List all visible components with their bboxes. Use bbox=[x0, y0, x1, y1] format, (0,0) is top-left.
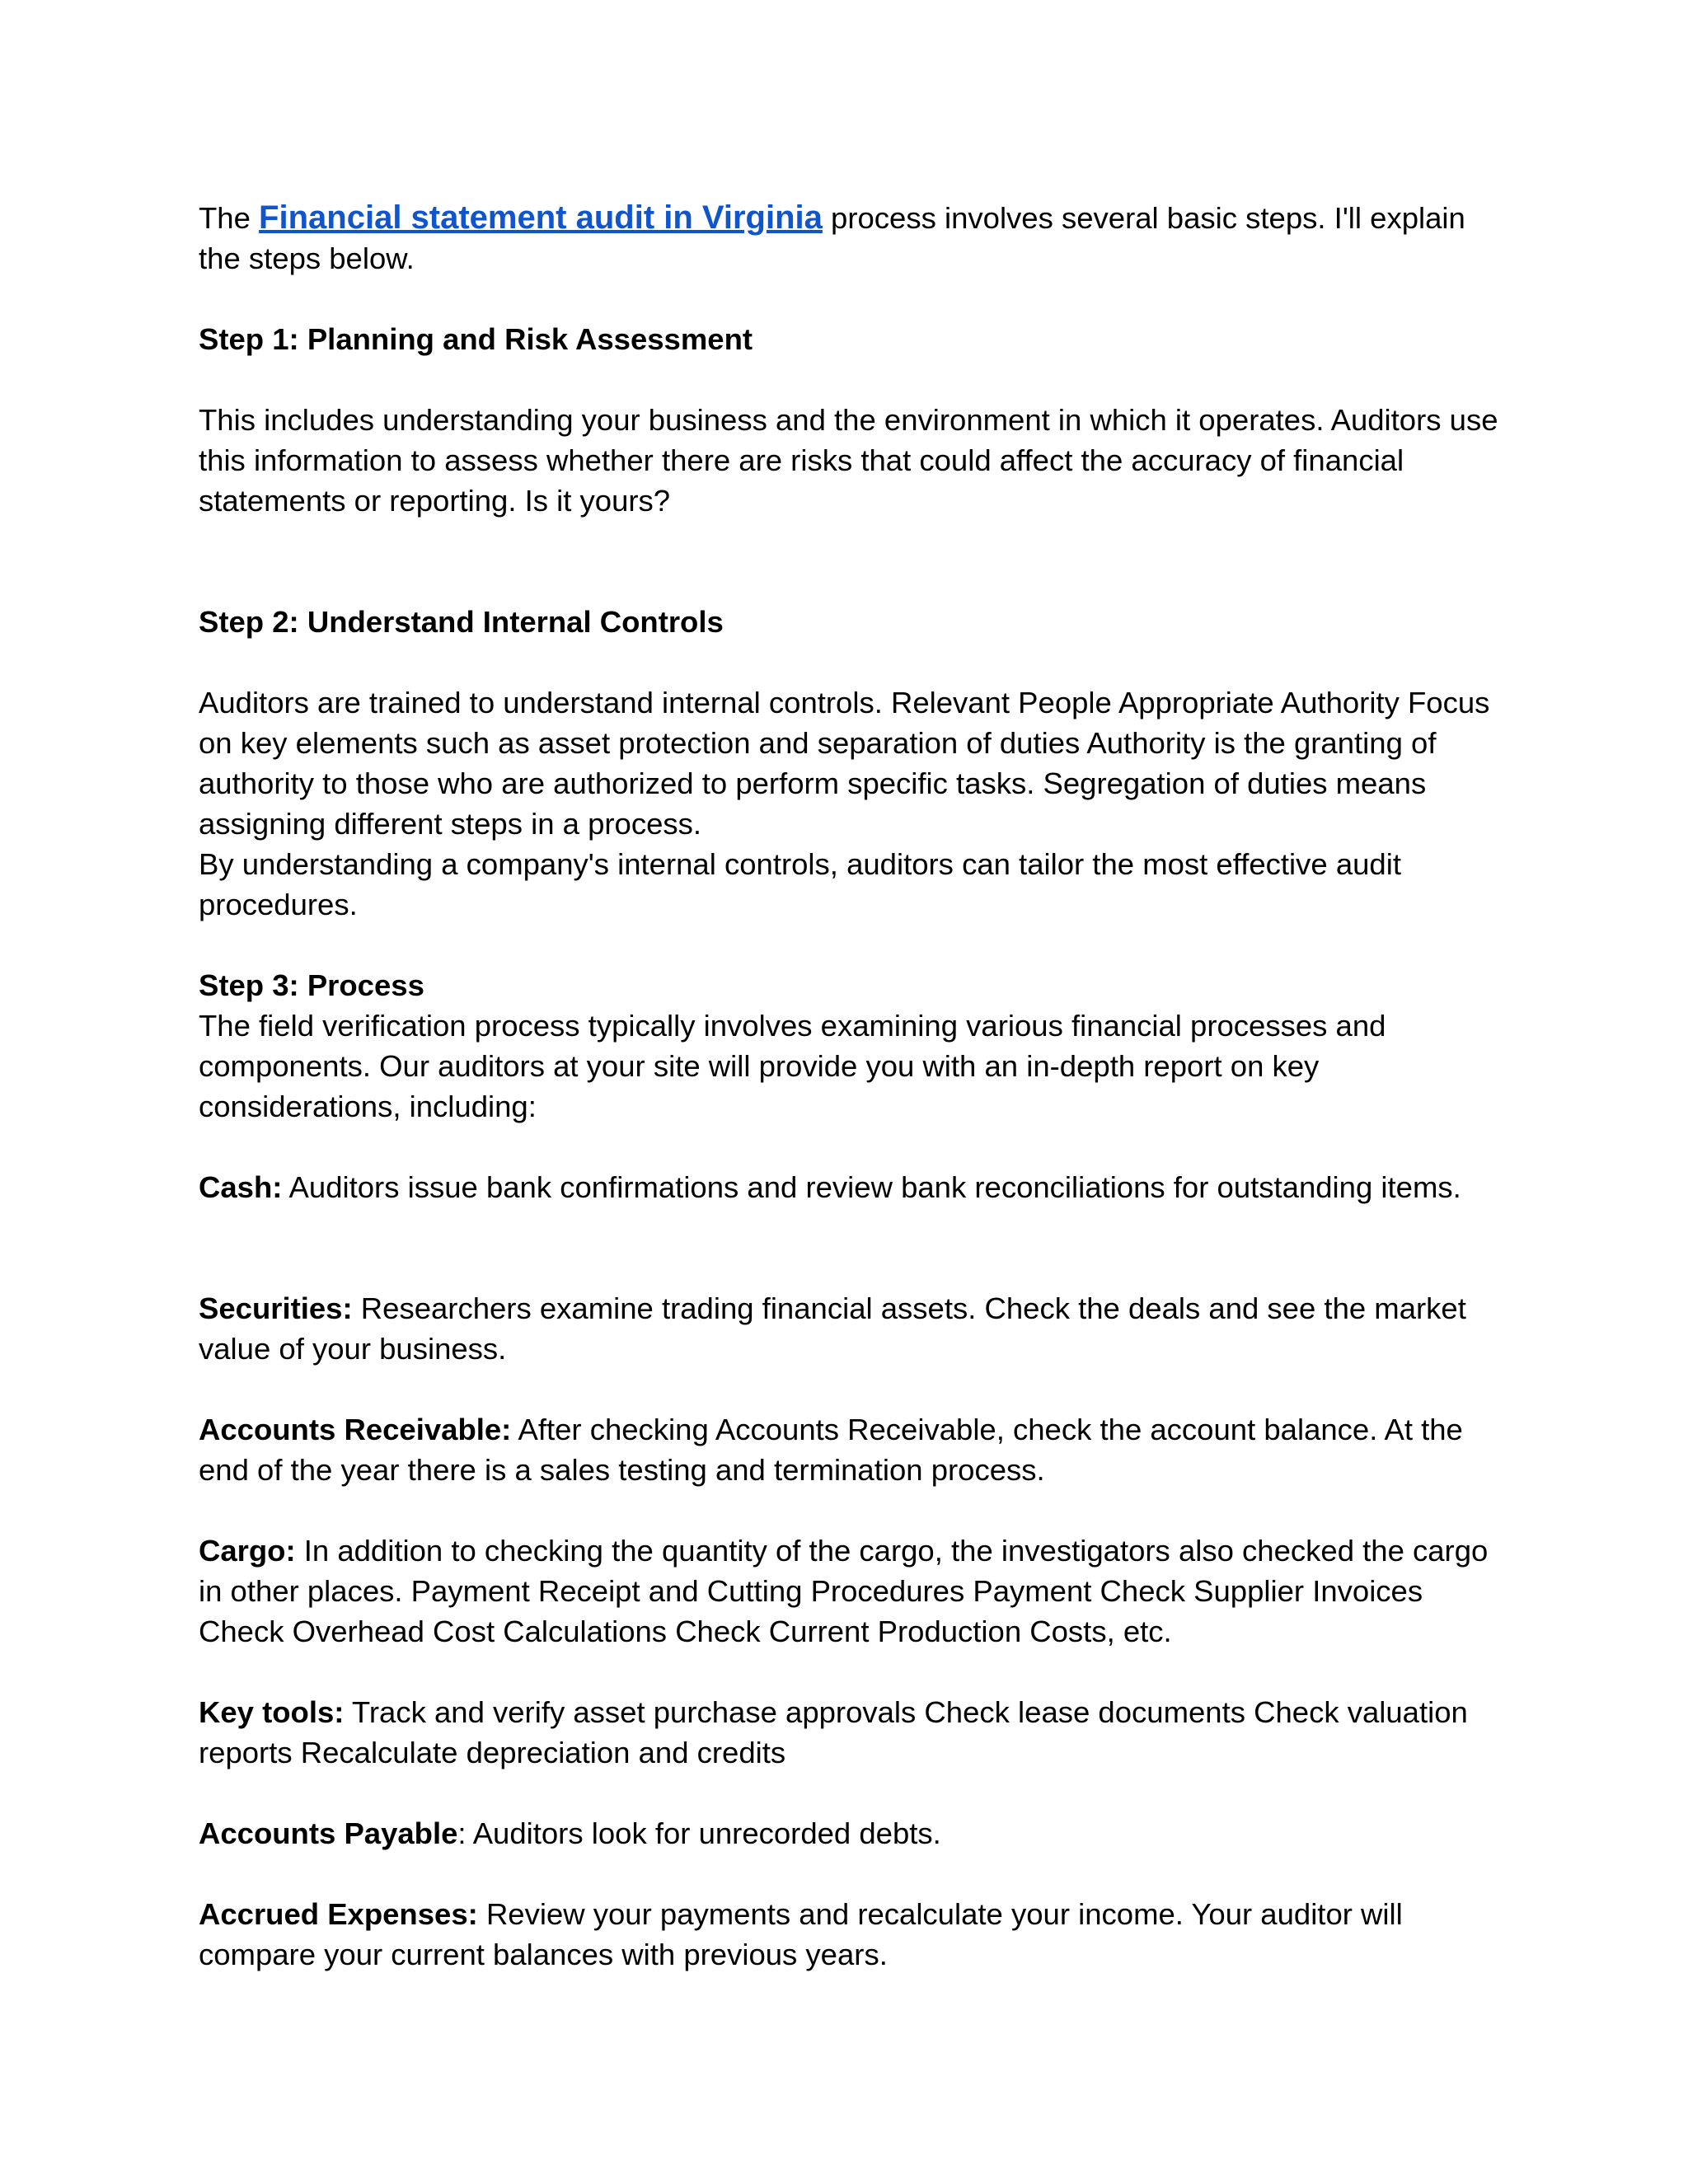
securities-item bbox=[199, 1288, 1501, 1369]
step1-body: This includes understanding your business and the environment in which it operates. Auditors use this information to assess whether there are risks that could affect the accuracy of financial statements or reporting. Is it yours? bbox=[199, 403, 1498, 518]
step3-body: The field verification process typically involves examining various financial processes and components. Our auditors at your site will provide you with an in-depth report on key considerations, including: bbox=[199, 1009, 1386, 1123]
cargo-item bbox=[199, 1530, 1501, 1652]
intro-suffix: process involves several basic steps. I'll explain the steps below. bbox=[199, 201, 1465, 275]
cash-item bbox=[199, 1167, 1501, 1207]
key-tools-item bbox=[199, 1692, 1501, 1773]
step1-heading: Step 1: Planning and Risk Assessment bbox=[199, 322, 753, 356]
item-label: Accounts Receivable: bbox=[199, 1413, 512, 1446]
item-label: Securities: bbox=[199, 1291, 353, 1325]
item-text: Auditors issue bank confirmations and review bank reconciliations for outstanding items. bbox=[282, 1170, 1461, 1204]
item-label: Cargo: bbox=[199, 1534, 296, 1568]
item-text: Review your payments and recalculate your income. Your auditor will compare your current balances with previous years. bbox=[199, 1897, 1403, 1971]
item-text: In addition to checking the quantity of the cargo, the investigators also checked the cargo in other places. Payment Receipt and Cutting Procedures Payment Check Supplier Invoices Check Overhead Cost Calculations Check Current Production Costs, etc. bbox=[199, 1534, 1489, 1648]
intro-paragraph bbox=[199, 198, 1501, 279]
item-text: Track and verify asset purchase approvals Check lease documents Check valuation reports Recalculate depreciation and credits bbox=[199, 1695, 1468, 1769]
accounts-receivable-item bbox=[199, 1409, 1501, 1490]
item-label: Key tools: bbox=[199, 1695, 345, 1729]
item-text: After checking Accounts Receivable, check the account balance. At the end of the year there is a sales testing and termination process. bbox=[199, 1413, 1463, 1487]
accrued-expenses-item bbox=[199, 1894, 1501, 1975]
step2-heading: Step 2: Understand Internal Controls bbox=[199, 605, 724, 639]
document-page bbox=[199, 198, 1501, 1975]
item-label: Accounts Payable bbox=[199, 1816, 458, 1850]
accounts-payable-item bbox=[199, 1813, 1501, 1854]
item-label: Accrued Expenses: bbox=[199, 1897, 478, 1931]
item-text: : Auditors look for unrecorded debts. bbox=[457, 1816, 941, 1850]
step2-body-continued: By understanding a company's internal controls, auditors can tailor the most effective audit procedures. bbox=[199, 847, 1401, 921]
financial-audit-link[interactable]: Financial statement audit in Virginia bbox=[259, 199, 823, 236]
item-text: Researchers examine trading financial assets. Check the deals and see the market value of your business. bbox=[199, 1291, 1466, 1366]
step2-body: Auditors are trained to understand internal controls. Relevant People Appropriate Authority Focus on key elements such as asset protection and separation of duties Authority is the granting of authority to those who are authorized to perform specific tasks. Segregation of duties means assigning different steps in a process. bbox=[199, 686, 1490, 841]
step3-heading: Step 3: Process bbox=[199, 968, 424, 1002]
intro-prefix: The bbox=[199, 201, 260, 235]
item-label: Cash: bbox=[199, 1170, 283, 1204]
